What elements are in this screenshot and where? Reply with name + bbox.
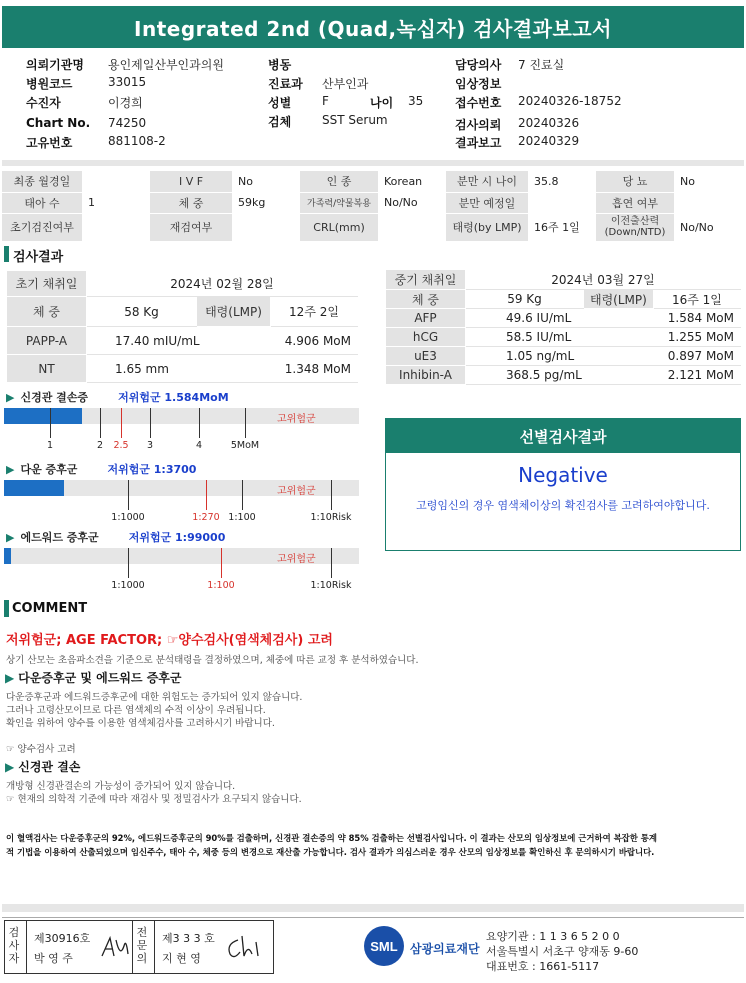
cell-label: Inhibin-A (386, 366, 466, 385)
scale-tick (242, 480, 243, 510)
triangle-icon: ▶ (6, 531, 15, 544)
table-row (386, 290, 741, 309)
scale-tick-label: 5MoM (230, 440, 260, 451)
cell-label: AFP (386, 309, 466, 328)
cell-value (82, 171, 150, 192)
org-info: 요양기관 : 1 1 3 6 5 2 0 0 (486, 930, 620, 943)
header-value: 20240326-18752 (518, 94, 622, 108)
scale-tick (206, 480, 207, 510)
tester-name: 박 영 주 (34, 952, 73, 965)
cell-label: 당 뇨 (596, 171, 674, 192)
cell-label: 중기 채취일 (386, 270, 466, 290)
logo-text: SML (370, 938, 398, 954)
scale-tick-label: 1:270 (192, 512, 220, 523)
risk-bar-fill (4, 408, 82, 424)
comment-title: COMMENT (12, 601, 88, 616)
doctor-name: 지 현 영 (162, 952, 201, 965)
header-label: 병동 (268, 58, 292, 72)
footer-note: 이 혈액검사는 다운증후군의 92%, 에드워드증후군의 90%를 검출하며, 신경관 결손증의 약 85% 검출하는 선별검사입니다. 이 결과는 산모의 임상정보에 근거하여 복잡한 통계 (6, 833, 657, 843)
header-value: 산부인과 (322, 77, 369, 91)
section-marker (4, 246, 9, 262)
screening-title: 선별검사결과 (386, 419, 740, 453)
cell-label: 재검여부 (150, 213, 232, 241)
risk-bar-fill (4, 548, 11, 564)
scale-tick-label: 1:100 (207, 580, 235, 591)
risk-name: 신경관 결손증 (20, 391, 89, 404)
second-trimester-table (385, 269, 741, 385)
table-row (386, 366, 741, 385)
header-value: 33015 (108, 75, 147, 89)
cell-value: 12주 2일 (271, 297, 358, 327)
cell-value: 58 Kg (87, 297, 197, 327)
header-label: 결과보고 (455, 136, 502, 150)
scale-tick-label: 1:100 (228, 512, 256, 523)
report-title: Integrated 2nd (Quad,녹십자) 검사결과보고서 (2, 6, 744, 48)
table-row (7, 297, 358, 327)
cell-value: 1.65 mm (87, 355, 271, 383)
scale-tick (121, 408, 122, 438)
scale-tick (331, 480, 332, 510)
screening-result-box (385, 418, 741, 551)
cell-value: 17.40 mIU/mL (87, 327, 271, 355)
divider (154, 920, 155, 974)
cell-value (232, 213, 300, 241)
scale-tick-label: 1 (46, 440, 54, 451)
header-value: F (322, 94, 329, 108)
comment-text: ☞ 현재의 의학적 기준에 따라 재검사 및 정밀검사가 요구되지 않습니다. (6, 794, 302, 805)
triangle-icon: ▶ (5, 671, 15, 685)
header-value: SST Serum (322, 113, 388, 127)
high-risk-label: 고위험군 (277, 486, 316, 497)
doctor-signature-icon (224, 932, 264, 962)
cell-value: No/No (378, 192, 446, 213)
cell-label: 체 중 (150, 192, 232, 213)
cell-label: 초기검진여부 (2, 213, 82, 241)
divider (2, 160, 744, 166)
cell-label: 태령(by LMP) (446, 213, 528, 241)
patient-info-table (2, 171, 744, 242)
scale-tick-label: 3 (146, 440, 154, 451)
first-trimester-table (6, 270, 358, 383)
header-value: 20240329 (518, 134, 580, 148)
cell-value: 1 (82, 192, 150, 213)
header-label: 고유번호 (26, 136, 73, 150)
cell-label: 태령(LMP) (197, 297, 271, 327)
scale-tick (100, 408, 101, 438)
signature-section (2, 917, 744, 979)
cell-label: CRL(mm) (300, 213, 378, 241)
table-row (386, 347, 741, 366)
cell-value: 49.6 IU/mL (466, 309, 654, 328)
scale-tick (128, 548, 129, 578)
table-row (386, 270, 741, 290)
scale-tick (331, 548, 332, 578)
cell-value: 1.348 MoM (271, 355, 358, 383)
cell-label: 태아 수 (2, 192, 82, 213)
high-risk-label: 고위험군 (277, 414, 316, 425)
cell-label: 초기 채취일 (7, 271, 87, 297)
comment-subtitle (5, 669, 181, 686)
cell-label: hCG (386, 328, 466, 347)
cell-label: 태령(LMP) (584, 290, 654, 309)
cell-label: NT (7, 355, 87, 383)
table-row (7, 327, 358, 355)
table-row (2, 171, 744, 192)
table-row (2, 192, 744, 213)
cell-label: 최종 월경일 (2, 171, 82, 192)
tester-signature-icon (98, 932, 132, 962)
age-label: 나이 (370, 96, 394, 110)
cell-value: No (674, 171, 744, 192)
cell-label: uE3 (386, 347, 466, 366)
cell-label: 이전출산력 (Down/NTD) (596, 213, 674, 241)
header-label: 검체 (268, 115, 292, 129)
scale-tick (199, 408, 200, 438)
cell-label: 체 중 (7, 297, 87, 327)
cell-value: 1.584 MoM (653, 309, 740, 328)
footer-note: 적 기법을 이용하여 산출되었으며 임신주수, 태아 수, 체중 등의 변경으로 재산출 가능합니다. 검사 결과가 의심스러운 경우 산모의 임상정보를 확인하신 후 문의하시기 바랍니다. (6, 847, 655, 857)
comment-subtitle-text: 다운증후군 및 에드워드 증후군 (18, 671, 182, 685)
cell-value: 1.255 MoM (653, 328, 740, 347)
table-row (2, 213, 744, 241)
header-value: 용인제일산부인과의원 (108, 58, 224, 72)
cell-value: 0.897 MoM (653, 347, 740, 366)
cell-label: I V F (150, 171, 232, 192)
cell-value: 59 Kg (466, 290, 584, 309)
scale-tick-label: 4 (195, 440, 203, 451)
scale-tick-label: 2 (96, 440, 104, 451)
cell-label: 인 종 (300, 171, 378, 192)
risk-result: 저위험군 1:99000 (128, 531, 226, 544)
divider (132, 920, 133, 974)
header-value: 이경희 (108, 96, 143, 110)
table-row (7, 271, 358, 297)
risk-name: 다운 증후군 (20, 463, 78, 476)
cell-value: 35.8 (528, 171, 596, 192)
sml-logo (364, 926, 404, 966)
header-info (0, 54, 746, 154)
risk-name: 에드워드 증후군 (20, 531, 99, 544)
cell-value: No/No (674, 213, 744, 241)
scale-tick-label: 1:10Risk (310, 512, 352, 523)
header-label: 병원코드 (26, 77, 73, 91)
org-info: 대표번호 : 1661-5117 (486, 960, 600, 973)
org-name: 삼광의료재단 (410, 942, 480, 956)
table-row (386, 328, 741, 347)
header-label: 수진자 (26, 96, 61, 110)
triangle-icon: ▶ (6, 391, 15, 404)
comment-text: 상기 산모는 초음파소견을 기준으로 분석태령을 결정하였으며, 체중에 따른 교정 후 분석하였습니다. (6, 655, 419, 666)
scale-tick (150, 408, 151, 438)
org-info: 서울특별시 서초구 양재동 9-60 (486, 945, 639, 958)
header-value: 881108-2 (108, 134, 166, 148)
cell-value: 2024년 03월 27일 (466, 270, 741, 290)
header-label: 의뢰기관명 (26, 58, 84, 72)
header-label: 임상정보 (455, 77, 502, 91)
header-label: 검사의뢰 (455, 118, 502, 132)
screening-result: Negative (518, 463, 608, 487)
header-label: 성별 (268, 96, 292, 110)
cell-value: 1.05 ng/mL (466, 347, 654, 366)
scale-tick-label: 2.5 (113, 440, 129, 451)
scale-tick (128, 480, 129, 510)
cell-value (674, 192, 744, 213)
cell-value: 58.5 IU/mL (466, 328, 654, 347)
scale-tick (50, 408, 51, 438)
triangle-icon: ▶ (6, 463, 15, 476)
results-title: 검사결과 (13, 250, 64, 265)
cell-value (82, 213, 150, 241)
cell-value: 368.5 pg/mL (466, 366, 654, 385)
cell-label: 분만 예정일 (446, 192, 528, 213)
high-risk-label: 고위험군 (277, 554, 316, 565)
risk-header (6, 461, 196, 477)
cell-value: 16주 1일 (653, 290, 740, 309)
cell-label: 체 중 (386, 290, 466, 309)
comment-text: 그러나 고령산모이므로 다른 염색체의 수적 이상이 우려됩니다. (6, 705, 266, 716)
cell-value: Korean (378, 171, 446, 192)
cell-label: PAPP-A (7, 327, 87, 355)
divider (2, 904, 744, 912)
cell-value: 2024년 02월 28일 (87, 271, 358, 297)
tester-number: 제30916호 (34, 932, 91, 945)
doctor-number: 제3 3 3 호 (162, 932, 215, 945)
doctor-label: 전문의 (136, 926, 148, 965)
scale-tick (221, 548, 222, 578)
cell-value: 4.906 MoM (271, 327, 358, 355)
comment-subtitle-text: 신경관 결손 (18, 760, 81, 774)
age-value: 35 (408, 94, 424, 108)
scale-tick-label: 1:10Risk (310, 580, 352, 591)
risk-result: 저위험군 1:3700 (107, 463, 197, 476)
comment-text: 다운증후군과 에드워드증후군에 대한 위험도는 증가되어 있지 않습니다. (6, 692, 303, 703)
scale-tick-label: 1:1000 (111, 580, 145, 591)
scale-tick-label: 1:1000 (111, 512, 145, 523)
risk-result: 저위험군 1.584MoM (118, 391, 229, 404)
comment-text: 개방형 신경관결손의 가능성이 증가되어 있지 않습니다. (6, 781, 236, 792)
cell-value: 2.121 MoM (653, 366, 740, 385)
triangle-icon: ▶ (5, 760, 15, 774)
cell-value (378, 213, 446, 241)
header-label: 진료과 (268, 77, 303, 91)
scale-tick (245, 408, 246, 438)
divider (26, 920, 27, 974)
cell-value: 16주 1일 (528, 213, 596, 241)
header-value: 7 진료실 (518, 58, 565, 72)
cell-label: 가족력/약물복용 (300, 192, 378, 213)
cell-label: 분만 시 나이 (446, 171, 528, 192)
header-label: 접수번호 (455, 96, 502, 110)
cell-label: 흡연 여부 (596, 192, 674, 213)
cell-value: 59kg (232, 192, 300, 213)
header-value: 20240326 (518, 116, 580, 130)
screening-note: 고령임신의 경우 염색체이상의 확진검사를 고려하여야합니다. (416, 499, 710, 512)
comment-text: 확인을 위하여 양수를 이용한 염색체검사를 고려하시기 바랍니다. (6, 718, 275, 729)
comment-subtitle (5, 758, 80, 775)
section-marker (4, 600, 9, 617)
comment-headline: 저위험군; AGE FACTOR; ☞양수검사(염색체검사) 고려 (6, 633, 333, 648)
risk-header (6, 389, 229, 405)
header-value: 74250 (108, 116, 147, 130)
cell-value (528, 192, 596, 213)
header-label: 담당의사 (455, 58, 502, 72)
tester-label: 검사자 (8, 926, 20, 965)
cell-value: No (232, 171, 300, 192)
risk-bar-fill (4, 480, 64, 496)
header-label: Chart No. (26, 116, 91, 130)
table-row (7, 355, 358, 383)
risk-header (6, 529, 225, 545)
comment-text: ☞ 양수검사 고려 (6, 744, 76, 755)
table-row (386, 309, 741, 328)
